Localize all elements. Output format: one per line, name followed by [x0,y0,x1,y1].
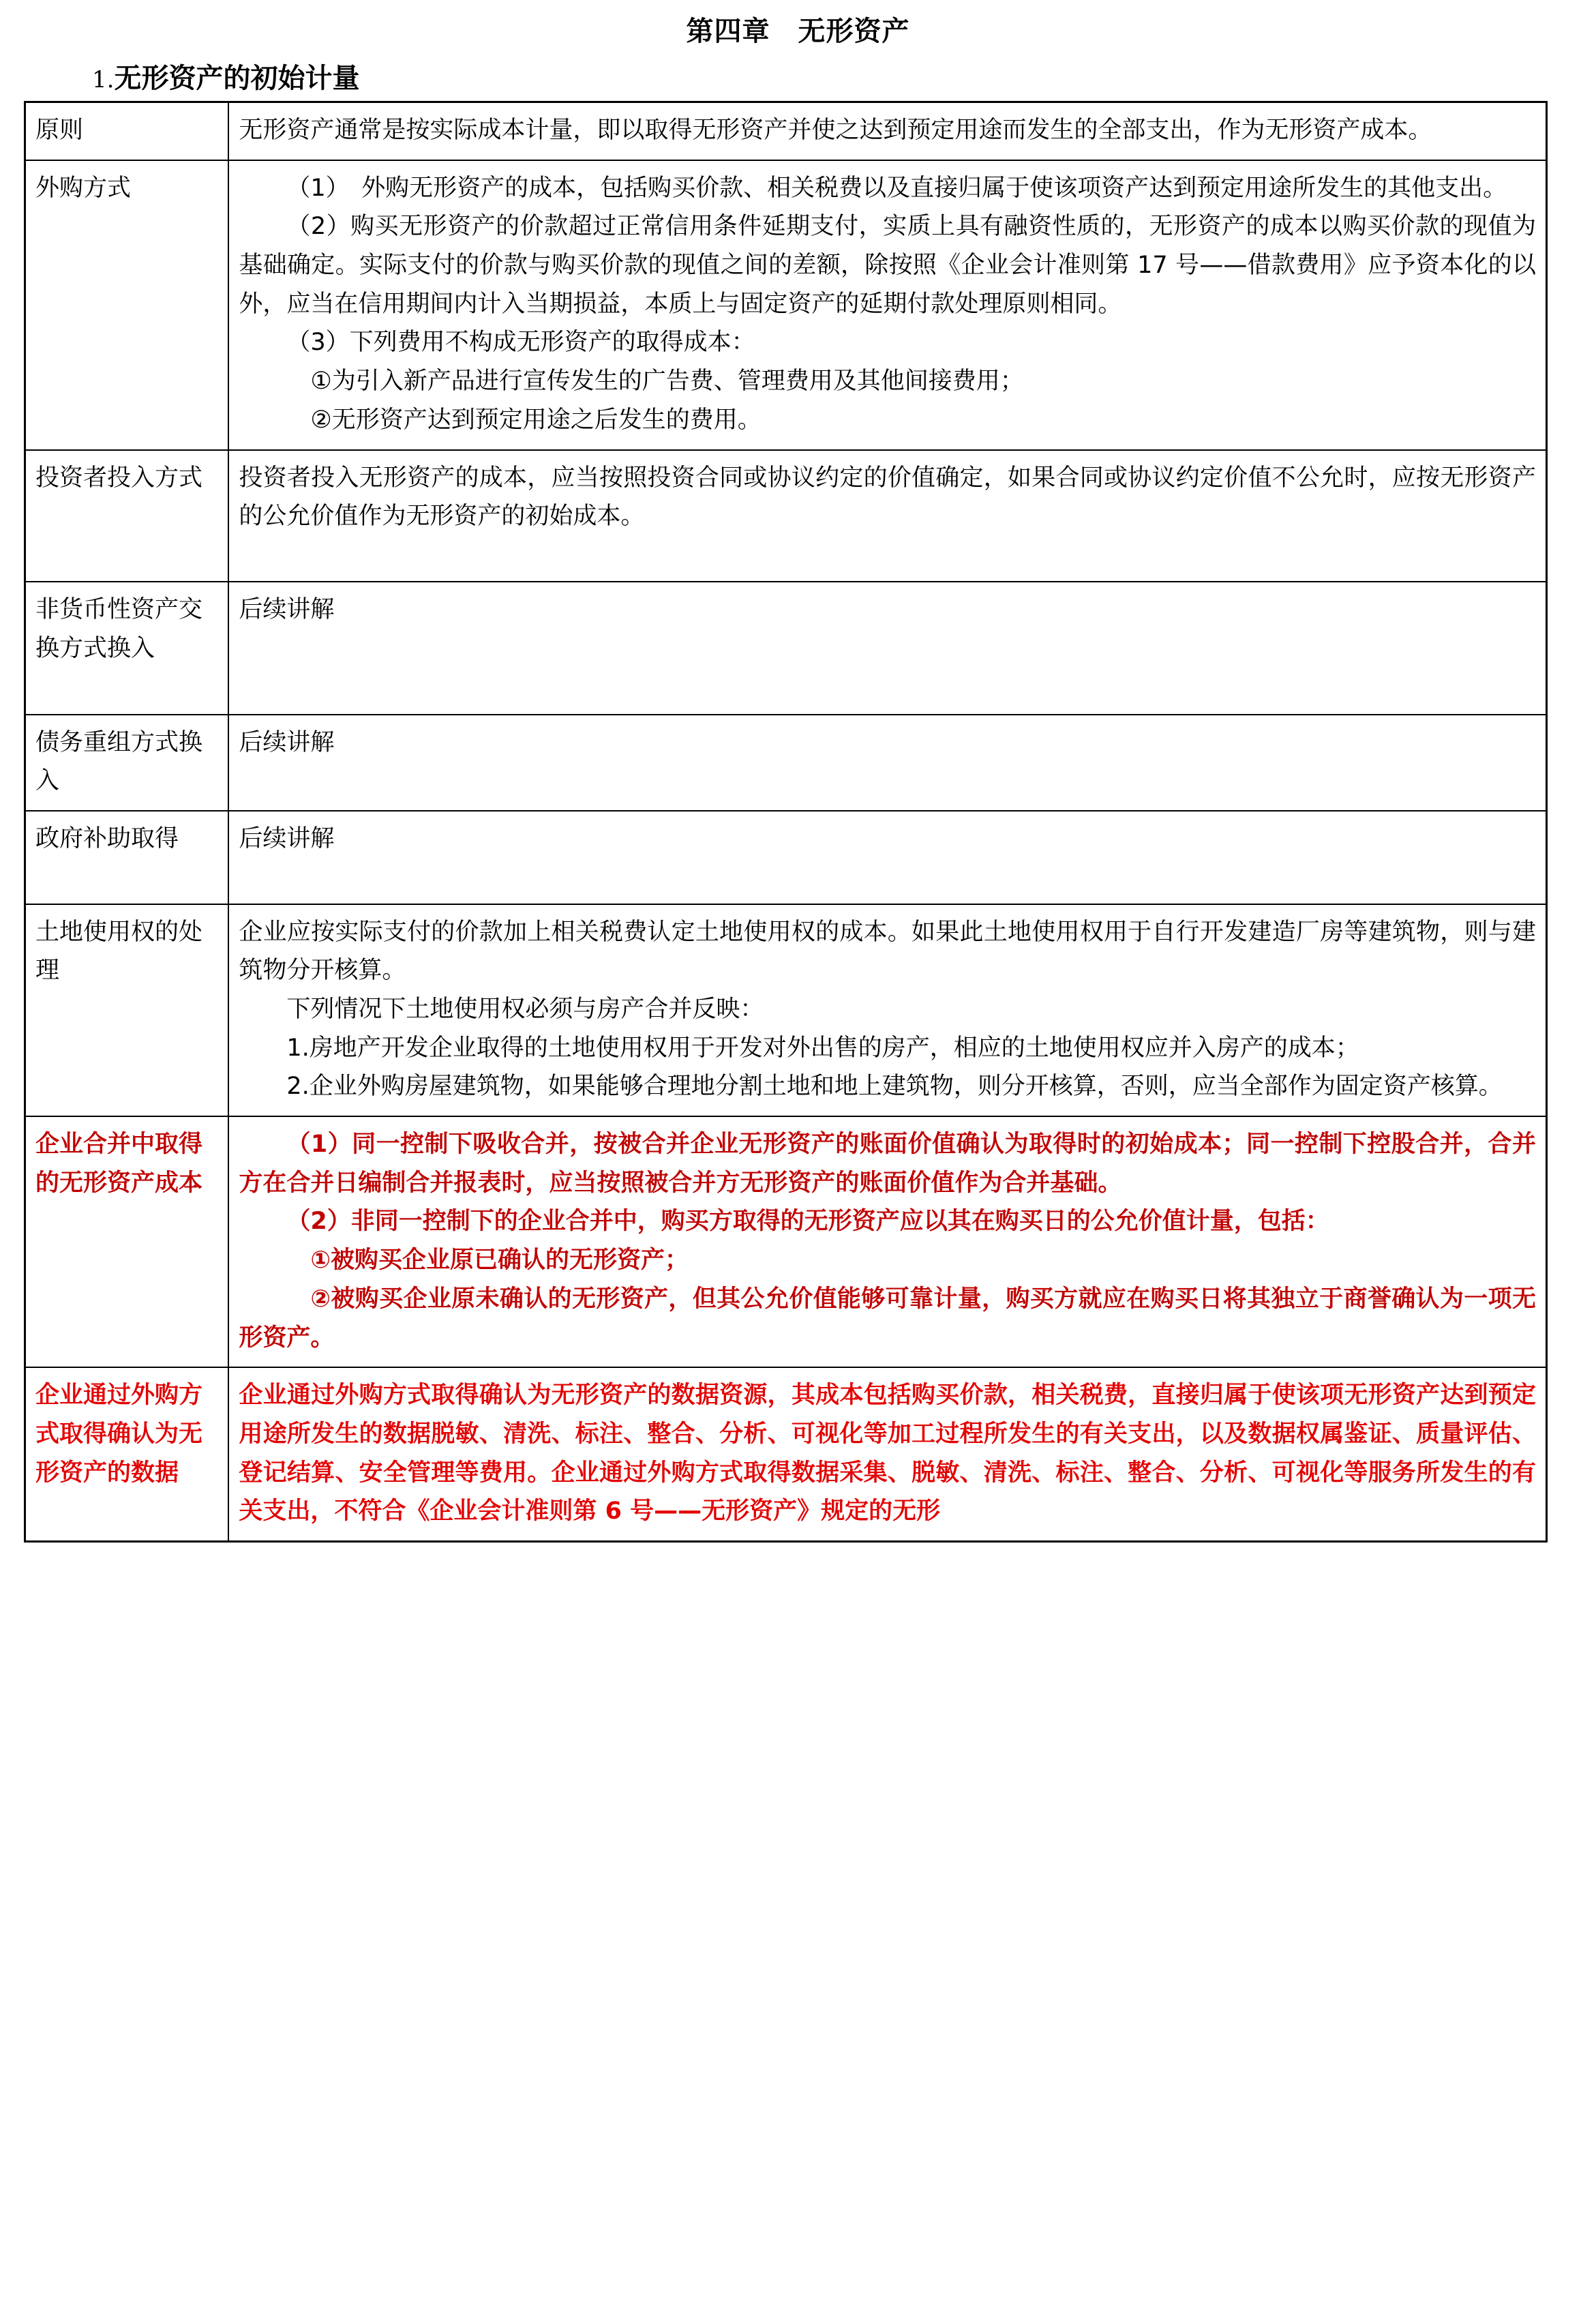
paragraph: 企业通过外购方式取得确认为无形资产的数据资源，其成本包括购买价款，相关税费，直接归属于使该项无形资产达到预定用途所发生的数据脱敏、清洗、标注、整合、分析、可视化等加工过程所发生的有关支出，以及数据权属鉴证、质量评估、登记结算、安全管理等费用。企业通过外购方式取得数据采集、脱敏、清洗、标注、整合、分析、可视化等服务所发生的有关支出，不符合《企业会计准则第 6 号——无形资产》规定的无形 [239,1382,1536,1525]
table-row [25,904,1547,1116]
paragraph: （2）购买无形资产的价款超过正常信用条件延期支付，实质上具有融资性质的，无形资产的成本以购买价款的现值为基础确定。实际支付的价款与购买价款的现值之间的差额，除按照《企业会计准则第 17 号——借款费用》应予资本化的以外，应当在信用期间内计入当期损益，本质上与固定资产的延期付款处理原则相同。 [239,213,1536,318]
paragraph: ①为引入新产品进行宣传发生的广告费、管理费用及其他间接费用； [310,368,1024,396]
paragraph: 无形资产通常是按实际成本计量，即以取得无形资产并使之达到预定用途而发生的全部支出，作为无形资产成本。 [239,117,1432,144]
table-row [25,160,1547,450]
paragraph: ②无形资产达到预定用途之后发生的费用。 [310,406,762,434]
row-body [228,715,1546,811]
paragraph: 1.房地产开发企业取得的土地使用权用于开发对外出售的房产，相应的土地使用权应并入房产的成本； [286,1034,1359,1062]
paragraph: 下列情况下土地使用权必须与房产合并反映： [286,996,764,1023]
table-row [25,1116,1547,1367]
paragraph: 2.企业外购房屋建筑物，如果能够合理地分割土地和地上建筑物，则分开核算，否则，应当全部作为固定资产核算。 [286,1073,1503,1101]
paragraph: 后续讲解 [239,728,335,756]
row-label: 企业通过外购方式取得确认为无形资产的数据 [25,1367,229,1541]
table-row [25,1367,1547,1541]
row-body [228,904,1546,1116]
row-label: 债务重组方式换入 [25,715,229,811]
cell-spacer [239,762,1536,797]
paragraph: （2）非同一控制下的企业合并中，购买方取得的无形资产应以其在购买日的公允价值计量，包括： [286,1208,1329,1236]
table-row [25,715,1547,811]
section-heading-text: 无形资产的初始计量 [114,63,360,94]
row-body [228,102,1546,160]
page-title: 第四章 无形资产 [686,16,910,47]
section-heading-number: 1. [92,66,115,93]
row-label: 土地使用权的处理 [25,904,229,1116]
paragraph: （1）同一控制下吸收合并，按被合并企业无形资产的账面价值确认为取得时的初始成本；同一控制下控股合并，合并方在合并日编制合并报表时，应当按照被合并方无形资产的账面价值作为合并基础。 [239,1131,1536,1197]
row-label: 外购方式 [25,160,229,450]
row-body [228,811,1546,904]
row-label: 非货币性资产交换方式换入 [25,582,229,715]
row-body [228,450,1546,582]
table-row [25,582,1547,715]
table-row [25,450,1547,582]
paragraph: （1） 外购无形资产的成本，包括购买价款、相关税费以及直接归属于使该项资产达到预定用途所发生的其他支出。 [286,174,1507,202]
row-label: 政府补助取得 [25,811,229,904]
paragraph: （3）下列费用不构成无形资产的取得成本： [286,329,755,357]
row-body [228,1367,1546,1541]
paragraph: 企业应按实际支付的价款加上相关税费认定土地使用权的成本。如果此土地使用权用于自行开发建造厂房等建筑物，则与建筑物分开核算。 [239,918,1536,985]
table-row [25,102,1547,160]
cell-spacer [239,629,1536,704]
row-body [228,1116,1546,1367]
cell-spacer [239,536,1536,571]
section-heading [92,63,1596,94]
table-row [25,811,1547,904]
cell-spacer [239,859,1536,894]
row-body [228,582,1546,715]
row-body [228,160,1546,450]
row-label: 原则 [25,102,229,160]
paragraph: 后续讲解 [239,824,335,852]
paragraph: ①被购买企业原已确认的无形资产； [310,1247,689,1275]
paragraph: ②被购买企业原未确认的无形资产，但其公允价值能够可靠计量，购买方就应在购买日将其独立于商誉确认为一项无形资产。 [239,1285,1536,1352]
row-label: 投资者投入方式 [25,450,229,582]
row-label: 企业合并中取得的无形资产成本 [25,1116,229,1367]
paragraph: 后续讲解 [239,595,335,623]
initial-measurement-table [24,101,1548,1543]
paragraph: 投资者投入无形资产的成本，应当按照投资合同或协议约定的价值确定，如果合同或协议约定价值不公允时，应按无形资产的公允价值作为无形资产的初始成本。 [239,464,1536,531]
